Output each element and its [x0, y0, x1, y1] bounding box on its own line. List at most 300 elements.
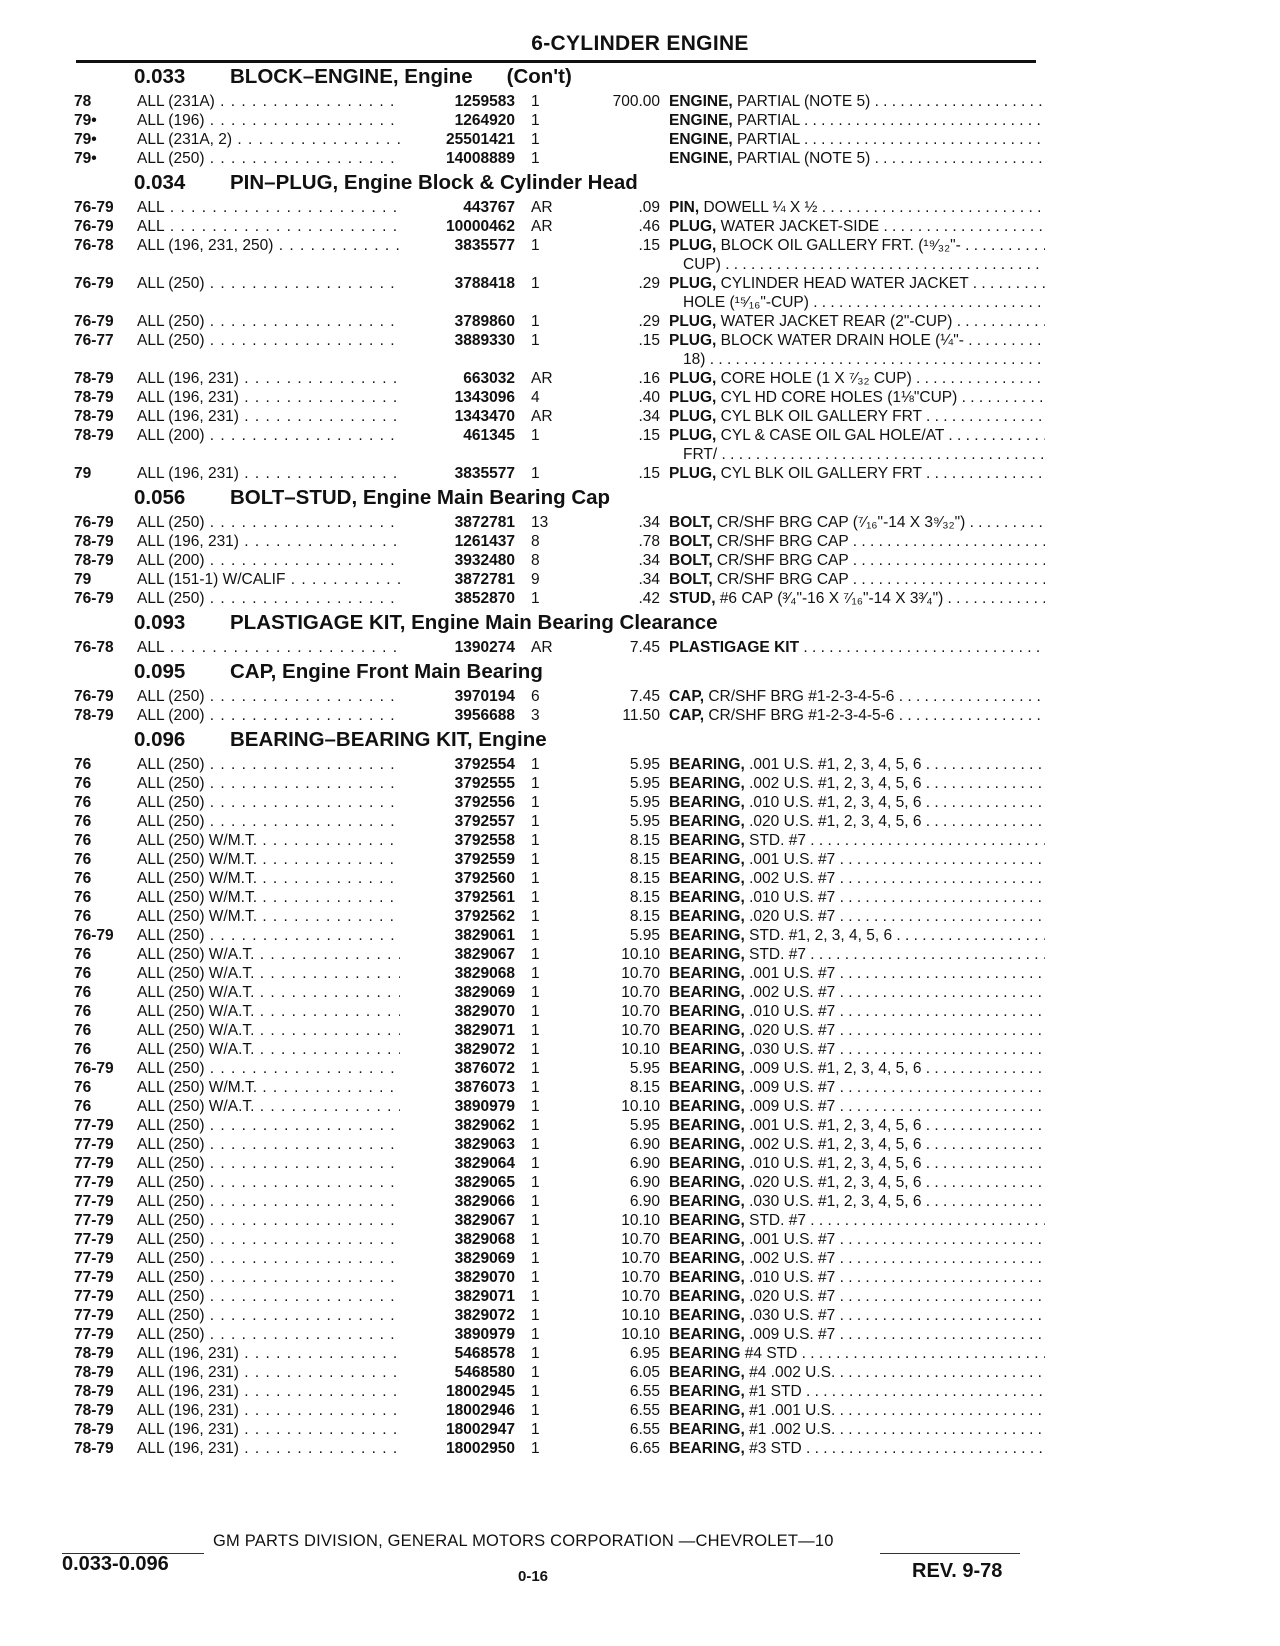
- description-detail: #1 .002 U.S.: [744, 1421, 836, 1438]
- description-name: BEARING: [669, 1345, 741, 1362]
- description-name: BEARING,: [669, 984, 745, 1001]
- price: 10.70: [621, 1003, 660, 1020]
- quantity: AR: [531, 370, 553, 387]
- model-year: 76: [74, 1098, 92, 1115]
- part-row: [70, 1420, 1045, 1439]
- part-number: 3829063: [454, 1136, 515, 1153]
- price: .15: [638, 237, 660, 254]
- description-line: [669, 831, 1045, 850]
- quantity: 1: [531, 1155, 540, 1172]
- part-row: [70, 274, 1045, 312]
- description-name: BEARING,: [669, 1307, 745, 1324]
- part-row: [70, 198, 1045, 217]
- model-year: 76: [74, 775, 92, 792]
- section-title-bold: BOLT–STUD,: [230, 486, 358, 509]
- model-year: 76: [74, 984, 92, 1001]
- part-description: [669, 388, 1045, 407]
- description-detail: DOWELL ¼ X ½: [699, 199, 818, 216]
- application: ALL (196, 231) . . .: [137, 1401, 400, 1420]
- part-row: [70, 1439, 1045, 1458]
- model-year: 78-79: [74, 370, 114, 387]
- model-year: 76-78: [74, 639, 114, 656]
- description-name: BEARING,: [669, 813, 745, 830]
- application: ALL (196, 231) . . .: [137, 532, 400, 551]
- part-row: [70, 217, 1045, 236]
- part-description: [669, 570, 1045, 589]
- part-row: [70, 426, 1045, 464]
- price: 6.55: [629, 1383, 660, 1400]
- part-description: [669, 1154, 1045, 1173]
- description-detail: PARTIAL (NOTE 5): [732, 150, 871, 167]
- model-year: 77-79: [74, 1269, 114, 1286]
- quantity: AR: [531, 199, 553, 216]
- description-name: BEARING,: [669, 1041, 745, 1058]
- part-number: 3932480: [454, 552, 515, 569]
- section-title: [230, 483, 610, 513]
- part-description: [669, 1173, 1045, 1192]
- part-number: 10000462: [446, 218, 515, 235]
- description-line: [669, 274, 1045, 293]
- description-line: [669, 198, 1045, 217]
- part-number: 3792556: [454, 794, 515, 811]
- price: 8.15: [629, 851, 660, 868]
- quantity: 1: [531, 1174, 540, 1191]
- description-name: BOLT,: [669, 514, 713, 531]
- part-row: [70, 1021, 1045, 1040]
- description-detail: .001 U.S. #7: [744, 1231, 836, 1248]
- part-description: [669, 149, 1045, 168]
- price: 8.15: [629, 870, 660, 887]
- description-detail: .009 U.S. #7: [744, 1079, 836, 1096]
- description-line: [669, 793, 1045, 812]
- part-description: [669, 1249, 1045, 1268]
- application: ALL (231A) . . .: [137, 92, 400, 111]
- part-description: [669, 812, 1045, 831]
- part-number: 3829068: [454, 965, 515, 982]
- quantity: 1: [531, 332, 540, 349]
- part-number: 3792554: [454, 756, 515, 773]
- footer-group-range: 0.033-0.096: [62, 1553, 169, 1575]
- price: 6.95: [629, 1345, 660, 1362]
- part-description: [669, 551, 1045, 570]
- page-title: 6-CYLINDER ENGINE: [531, 32, 749, 55]
- quantity: 1: [531, 756, 540, 773]
- application: ALL (250) . . .: [137, 1249, 400, 1268]
- quantity: 1: [531, 1117, 540, 1134]
- description-name: BOLT,: [669, 571, 713, 588]
- part-row: [70, 532, 1045, 551]
- section-header: [70, 608, 1045, 638]
- description-detail: CYL & CASE OIL GAL HOLE/AT: [716, 427, 945, 444]
- application: ALL (250) W/M.T. . . .: [137, 831, 400, 850]
- quantity: 1: [531, 237, 540, 254]
- quantity: 1: [531, 1041, 540, 1058]
- application: ALL (250) W/M.T. . . .: [137, 869, 400, 888]
- model-year: 78-79: [74, 1383, 114, 1400]
- description-detail: STD. #7: [744, 832, 806, 849]
- application: ALL (250) . . .: [137, 149, 400, 168]
- part-number: 3956688: [454, 707, 515, 724]
- quantity: 1: [531, 93, 540, 110]
- price: 10.70: [621, 984, 660, 1001]
- description-line: [669, 513, 1045, 532]
- part-row: [70, 1135, 1045, 1154]
- description-name: BEARING,: [669, 1402, 745, 1419]
- part-description: [669, 369, 1045, 388]
- parts-catalog: [70, 62, 1045, 1458]
- part-row: [70, 1306, 1045, 1325]
- part-description: [669, 983, 1045, 1002]
- application: ALL (250) . . .: [137, 793, 400, 812]
- section-title-bold: BEARING–BEARING KIT,: [230, 728, 473, 751]
- description-line: [669, 551, 1045, 570]
- price: .34: [638, 571, 660, 588]
- description-name: BEARING,: [669, 1231, 745, 1248]
- part-number: 3890979: [454, 1098, 515, 1115]
- part-row: [70, 888, 1045, 907]
- part-description: [669, 1230, 1045, 1249]
- price: 11.50: [622, 707, 660, 724]
- part-row: [70, 236, 1045, 274]
- price: .29: [638, 313, 660, 330]
- description-name: ENGINE,: [669, 93, 733, 110]
- price: 5.95: [629, 1117, 660, 1134]
- part-row: [70, 464, 1045, 483]
- application: ALL (196, 231) . . .: [137, 1420, 400, 1439]
- application: ALL (250) . . .: [137, 1325, 400, 1344]
- application: ALL (196, 231) . . .: [137, 1382, 400, 1401]
- price: .16: [638, 370, 660, 387]
- quantity: 1: [531, 1250, 540, 1267]
- section-title-rest: Engine Main Bearing Clearance: [405, 611, 718, 634]
- part-description: [669, 755, 1045, 774]
- description-line: [669, 1230, 1045, 1249]
- model-year: 77-79: [74, 1155, 114, 1172]
- description-name: BEARING,: [669, 1155, 745, 1172]
- description-line: [669, 369, 1045, 388]
- description-name: BEARING,: [669, 1136, 745, 1153]
- price: 5.95: [629, 1060, 660, 1077]
- application: ALL (196, 231) . . .: [137, 1439, 400, 1458]
- model-year: 79: [74, 465, 92, 482]
- application: ALL (196, 231) . . .: [137, 407, 400, 426]
- section-title-rest: Engine Front Main Bearing: [276, 660, 543, 683]
- part-description: [669, 331, 1045, 369]
- quantity: 1: [531, 1231, 540, 1248]
- description-line: [669, 983, 1045, 1002]
- model-year: 79•: [74, 112, 97, 129]
- application: ALL (250) . . .: [137, 513, 400, 532]
- description-name: BEARING,: [669, 756, 745, 773]
- part-number: 3852870: [454, 590, 515, 607]
- description-line: [669, 236, 1045, 255]
- description-detail: .020 U.S. #1, 2, 3, 4, 5, 6: [744, 813, 922, 830]
- application: ALL (250) W/M.T. . . .: [137, 907, 400, 926]
- model-year: 77-79: [74, 1288, 114, 1305]
- description-line: [669, 926, 1045, 945]
- description-name: BEARING,: [669, 1212, 745, 1229]
- part-number: 3829069: [454, 1250, 515, 1267]
- description-name: BEARING,: [669, 1193, 745, 1210]
- description-line: [669, 1002, 1045, 1021]
- part-number: 3792562: [454, 908, 515, 925]
- part-row: [70, 1363, 1045, 1382]
- description-detail: #6 CAP (³⁄₄"-16 X ⁷⁄₁₆"-14 X 3³⁄₄"): [715, 590, 944, 607]
- part-number: 1343096: [454, 389, 515, 406]
- application: ALL (196, 231) . . .: [137, 464, 400, 483]
- description-detail: #3 STD: [744, 1440, 802, 1457]
- description-line: [669, 1363, 1045, 1382]
- description-name: BOLT,: [669, 533, 713, 550]
- description-detail: CYL BLK OIL GALLERY FRT: [716, 408, 922, 425]
- model-year: 77-79: [74, 1212, 114, 1229]
- part-number: 3829067: [454, 1212, 515, 1229]
- description-name: BEARING,: [669, 1326, 745, 1343]
- description-name: BEARING,: [669, 1250, 745, 1267]
- application: ALL (250) . . .: [137, 1135, 400, 1154]
- part-row: [70, 1002, 1045, 1021]
- description-line: [669, 570, 1045, 589]
- application: ALL (250) W/A.T. . . .: [137, 983, 400, 1002]
- part-row: [70, 638, 1045, 657]
- part-row: [70, 964, 1045, 983]
- part-description: [669, 706, 1045, 725]
- application: ALL (250) W/A.T. . . .: [137, 1002, 400, 1021]
- description-continued: HOLE (¹⁵⁄₁₆"-CUP) . . .: [669, 293, 1045, 312]
- description-name: BEARING,: [669, 965, 745, 982]
- part-number: 3792557: [454, 813, 515, 830]
- section-title: [230, 62, 473, 92]
- part-row: [70, 570, 1045, 589]
- quantity: AR: [531, 639, 553, 656]
- price: 10.70: [621, 1231, 660, 1248]
- part-number: 3829072: [454, 1307, 515, 1324]
- application: ALL (250) W/A.T. . . .: [137, 1040, 400, 1059]
- part-description: [669, 1192, 1045, 1211]
- model-year: 78-79: [74, 1345, 114, 1362]
- part-row: [70, 1344, 1045, 1363]
- model-year: 77-79: [74, 1326, 114, 1343]
- description-line: [669, 945, 1045, 964]
- price: .09: [638, 199, 660, 216]
- description-line: [669, 589, 1045, 608]
- model-year: 76: [74, 1041, 92, 1058]
- description-detail: BLOCK OIL GALLERY FRT. (¹⁹⁄₃₂"-: [716, 237, 961, 254]
- description-detail: CR/SHF BRG CAP: [712, 552, 849, 569]
- model-year: 76-79: [74, 927, 114, 944]
- part-description: [669, 589, 1045, 608]
- part-description: [669, 1306, 1045, 1325]
- section-header: [70, 168, 1045, 198]
- description-line: [669, 331, 1045, 350]
- description-detail: CR/SHF BRG #1-2-3-4-5-6: [704, 707, 895, 724]
- application: ALL (250) . . .: [137, 274, 400, 293]
- description-line: [669, 426, 1045, 445]
- model-year: 76: [74, 908, 92, 925]
- part-description: [669, 92, 1045, 111]
- description-name: BEARING,: [669, 908, 745, 925]
- part-row: [70, 589, 1045, 608]
- description-name: PLUG,: [669, 370, 717, 387]
- description-line: [669, 1211, 1045, 1230]
- part-number: 25501421: [446, 131, 515, 148]
- description-detail: .020 U.S. #1, 2, 3, 4, 5, 6: [744, 1174, 922, 1191]
- quantity: 1: [531, 1022, 540, 1039]
- part-number: 3890979: [454, 1326, 515, 1343]
- price: 700.00: [612, 93, 660, 110]
- part-description: [669, 793, 1045, 812]
- part-description: [669, 1363, 1045, 1382]
- part-description: [669, 850, 1045, 869]
- part-description: [669, 1116, 1045, 1135]
- quantity: 1: [531, 794, 540, 811]
- price: 10.10: [621, 1098, 660, 1115]
- price: .34: [638, 552, 660, 569]
- quantity: AR: [531, 408, 553, 425]
- part-number: 18002950: [446, 1440, 515, 1457]
- model-year: 79•: [74, 150, 97, 167]
- description-name: PLUG,: [669, 313, 717, 330]
- quantity: 1: [531, 1060, 540, 1077]
- model-year: 78-79: [74, 1402, 114, 1419]
- description-continued: 18) . . .: [669, 350, 1045, 369]
- price: 10.10: [621, 1041, 660, 1058]
- part-row: [70, 1401, 1045, 1420]
- model-year: 76: [74, 794, 92, 811]
- application: ALL (250) . . .: [137, 1211, 400, 1230]
- description-detail: #1 .001 U.S.: [744, 1402, 836, 1419]
- model-year: 79•: [74, 131, 97, 148]
- description-detail: BLOCK WATER DRAIN HOLE (¼"-: [716, 332, 964, 349]
- part-row: [70, 1097, 1045, 1116]
- application: ALL (196, 231) . . .: [137, 1363, 400, 1382]
- part-row: [70, 793, 1045, 812]
- part-description: [669, 774, 1045, 793]
- part-row: [70, 407, 1045, 426]
- part-description: [669, 907, 1045, 926]
- price: 5.95: [629, 775, 660, 792]
- part-row: [70, 1059, 1045, 1078]
- quantity: 1: [531, 1098, 540, 1115]
- part-number: 1261437: [454, 533, 515, 550]
- description-line: [669, 464, 1045, 483]
- application: ALL (250) . . .: [137, 687, 400, 706]
- price: 5.95: [629, 927, 660, 944]
- quantity: 1: [531, 112, 540, 129]
- price: .15: [638, 332, 660, 349]
- quantity: 6: [531, 688, 540, 705]
- description-detail: .001 U.S. #1, 2, 3, 4, 5, 6: [744, 1117, 922, 1134]
- description-line: [669, 1439, 1045, 1458]
- part-number: 3835577: [454, 465, 515, 482]
- price: 10.70: [621, 965, 660, 982]
- part-row: [70, 388, 1045, 407]
- description-line: [669, 111, 1045, 130]
- part-number: 3829061: [454, 927, 515, 944]
- description-line: [669, 1021, 1045, 1040]
- application: ALL (250) . . .: [137, 812, 400, 831]
- application: ALL (250) . . .: [137, 331, 400, 350]
- description-name: BEARING,: [669, 1288, 745, 1305]
- description-name: PLUG,: [669, 389, 717, 406]
- description-continued: FRT/ . . .: [669, 445, 1045, 464]
- description-name: BEARING,: [669, 927, 745, 944]
- price: .34: [638, 514, 660, 531]
- part-row: [70, 1268, 1045, 1287]
- part-description: [669, 198, 1045, 217]
- quantity: AR: [531, 218, 553, 235]
- application: ALL . . .: [137, 217, 400, 236]
- description-name: BEARING,: [669, 1421, 745, 1438]
- part-description: [669, 274, 1045, 312]
- price: 10.10: [621, 946, 660, 963]
- section-title-rest: Engine Block & Cylinder Head: [338, 171, 638, 194]
- description-detail: #4 STD: [740, 1345, 798, 1362]
- part-row: [70, 755, 1045, 774]
- description-line: [669, 1325, 1045, 1344]
- description-detail: CR/SHF BRG CAP (⁷⁄₁₆"-14 X 3⁹⁄₃₂"): [712, 514, 966, 531]
- quantity: 9: [531, 571, 540, 588]
- part-description: [669, 964, 1045, 983]
- section-code: 0.056: [134, 486, 186, 509]
- model-year: 76: [74, 832, 92, 849]
- part-row: [70, 907, 1045, 926]
- model-year: 76: [74, 851, 92, 868]
- part-number: 14008889: [446, 150, 515, 167]
- description-line: [669, 532, 1045, 551]
- application: ALL (250) . . .: [137, 589, 400, 608]
- price: 6.05: [629, 1364, 660, 1381]
- quantity: 8: [531, 552, 540, 569]
- section-continued: (Con't): [506, 65, 572, 88]
- quantity: 8: [531, 533, 540, 550]
- quantity: 1: [531, 313, 540, 330]
- part-description: [669, 1344, 1045, 1363]
- part-description: [669, 130, 1045, 149]
- price: 7.45: [629, 639, 660, 656]
- model-year: 76: [74, 870, 92, 887]
- model-year: 76: [74, 756, 92, 773]
- section-title: [230, 168, 638, 198]
- part-number: 18002947: [446, 1421, 515, 1438]
- description-line: [669, 1116, 1045, 1135]
- part-number: 3792559: [454, 851, 515, 868]
- description-detail: WATER JACKET REAR (2"-CUP): [716, 313, 953, 330]
- description-line: [669, 1249, 1045, 1268]
- application: ALL (151-1) W/CALIF . . .: [137, 570, 400, 589]
- description-detail: .030 U.S. #7: [744, 1307, 836, 1324]
- part-number: 1264920: [454, 112, 515, 129]
- quantity: 1: [531, 870, 540, 887]
- part-row: [70, 869, 1045, 888]
- part-row: [70, 850, 1045, 869]
- price: .15: [638, 427, 660, 444]
- price: .78: [638, 533, 660, 550]
- part-number: 3829070: [454, 1269, 515, 1286]
- description-line: [669, 1173, 1045, 1192]
- quantity: 1: [531, 275, 540, 292]
- description-line: [669, 312, 1045, 331]
- model-year: 76: [74, 1022, 92, 1039]
- price: 6.65: [629, 1440, 660, 1457]
- quantity: 1: [531, 1288, 540, 1305]
- description-detail: .010 U.S. #7: [744, 1269, 836, 1286]
- part-description: [669, 687, 1045, 706]
- description-detail: .002 U.S. #7: [744, 984, 836, 1001]
- price: 10.10: [621, 1212, 660, 1229]
- section-header: [70, 657, 1045, 687]
- description-line: [669, 1420, 1045, 1439]
